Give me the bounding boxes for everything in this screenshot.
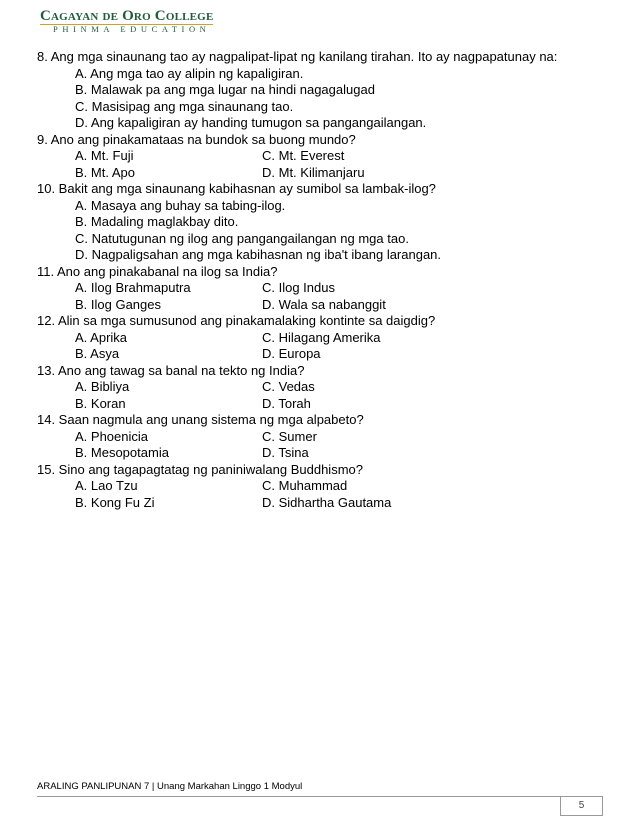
question-text: 10. Bakit ang mga sinaunang kabihasnan ay sumibol sa lambak-ilog? — [37, 181, 436, 196]
answer-row — [37, 280, 607, 297]
answer-row — [37, 297, 607, 314]
footer-divider — [37, 796, 603, 797]
answer-row — [37, 148, 607, 165]
answer-row — [37, 478, 607, 495]
answer-option: C. Mt. Everest — [262, 148, 345, 163]
answer-option: D. Sidhartha Gautama — [262, 494, 392, 510]
answer-option: B. Mt. Apo — [75, 164, 135, 180]
question-text: 8. Ang mga sinaunang tao ay nagpalipat-lipat ng kanilang tirahan. Ito ay nagpapatunay na: — [37, 49, 558, 64]
answer-row — [37, 346, 607, 363]
answer-option: B. Malawak pa ang mga lugar na hindi nagagalugad — [75, 82, 375, 97]
question-text: 9. Ano ang pinakamataas na bundok sa buong mundo? — [37, 131, 356, 147]
answer-option: B. Ilog Ganges — [75, 296, 161, 312]
answer-option: D. Europa — [262, 346, 321, 361]
answer-row — [37, 445, 607, 462]
answer-option: D. Ang kapaligiran ay handing tumugon sa pangangailangan. — [75, 115, 427, 130]
answer-option: C. Muhammad — [262, 478, 348, 493]
answer-row — [37, 396, 607, 413]
answer-option: A. Lao Tzu — [75, 478, 138, 493]
answer-option: B. Kong Fu Zi — [75, 494, 155, 510]
answer-option: D. Tsina — [262, 445, 309, 460]
question-text: 13. Ano ang tawag sa banal na tekto ng India? — [37, 362, 305, 378]
answer-option: D. Wala sa nabanggit — [262, 296, 386, 312]
answer-option: A. Ang mga tao ay alipin ng kapaligiran. — [75, 65, 304, 81]
college-logo — [40, 8, 213, 34]
answer-row — [37, 379, 607, 396]
answer-option: A. Bibliya — [75, 379, 130, 394]
answer-option: B. Mesopotamia — [75, 445, 169, 460]
answer-option: C. Natutugunan ng ilog ang pangangailangan ng mga tao. — [75, 230, 409, 246]
page-number: 5 — [560, 796, 603, 816]
question-text: 12. Alin sa mga sumusunod ang pinakamalaking kontinte sa daigdig? — [37, 313, 436, 328]
answer-option: B. Madaling maglakbay dito. — [75, 214, 239, 229]
answer-option: A. Ilog Brahmaputra — [75, 280, 191, 295]
answer-row — [37, 165, 607, 182]
footer-text: ARALING PANLIPUNAN 7 | Unang Markahan Linggo 1 Modyul — [37, 781, 303, 792]
question-text: 14. Saan nagmula ang unang sistema ng mga alpabeto? — [37, 412, 364, 427]
answer-option: A. Mt. Fuji — [75, 148, 134, 163]
answer-option: C. Vedas — [262, 379, 315, 394]
answer-row — [37, 495, 607, 512]
answer-row — [37, 330, 607, 347]
answer-option: D. Nagpaligsahan ang mga kabihasnan ng iba't ibang larangan. — [75, 247, 442, 262]
answer-option: C. Sumer — [262, 428, 317, 444]
answer-option: B. Asya — [75, 346, 120, 361]
logo-subtitle: PHINMA EDUCATION — [53, 24, 211, 34]
question-text: 11. Ano ang pinakabanal na ilog sa India? — [37, 263, 278, 279]
answer-row — [37, 429, 607, 446]
answer-option: D. Mt. Kilimanjaru — [262, 164, 365, 180]
answer-option: A. Masaya ang buhay sa tabing-ilog. — [75, 197, 286, 213]
answer-option: A. Phoenicia — [75, 428, 148, 444]
question-list — [37, 49, 607, 511]
answer-option: A. Aprika — [75, 329, 128, 345]
answer-option: C. Hilagang Amerika — [262, 329, 381, 345]
answer-option: B. Koran — [75, 395, 126, 411]
question-text: 15. Sino ang tagapagtatag ng paniniwalang Buddhismo? — [37, 461, 363, 477]
answer-option: D. Torah — [262, 395, 311, 411]
logo-title: Cagayan de Oro College — [40, 8, 214, 24]
answer-option: C. Ilog Indus — [262, 280, 335, 295]
answer-option: C. Masisipag ang mga sinaunang tao. — [75, 98, 294, 114]
